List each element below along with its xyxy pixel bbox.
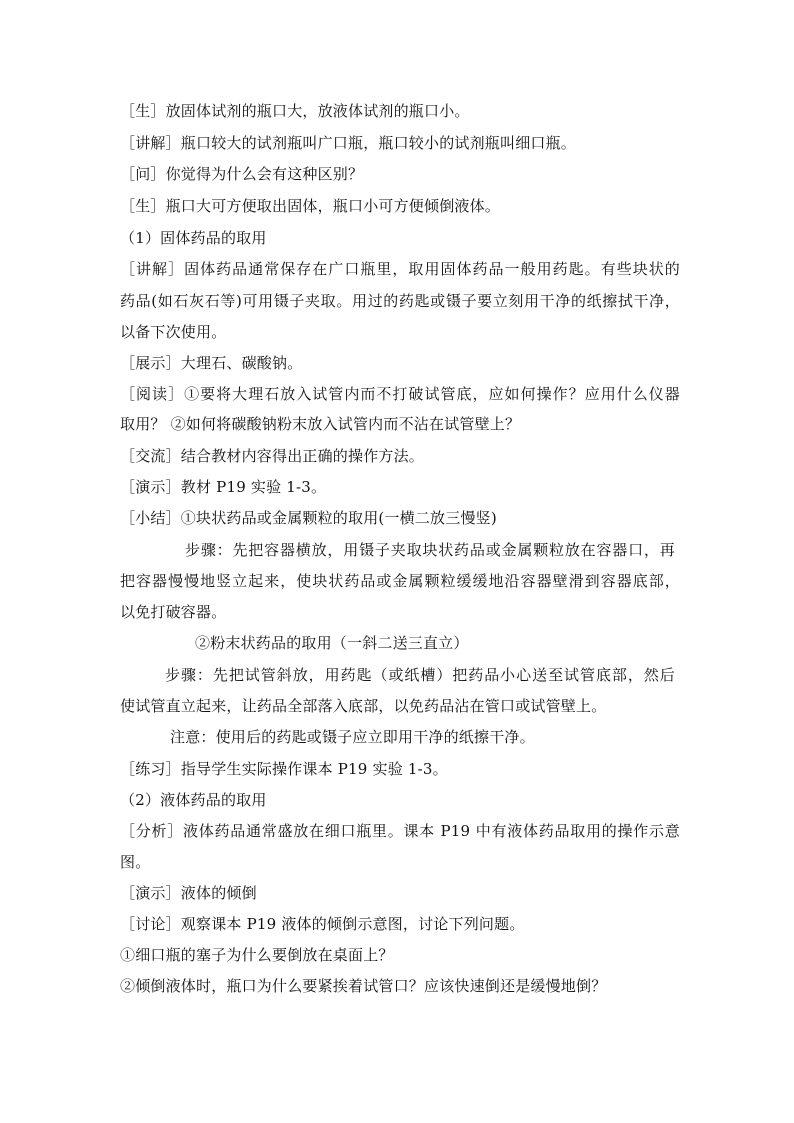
text-line: ②倾倒液体时，瓶口为什么要紧挨着试管口？应该快速倒还是缓慢地倒？ bbox=[120, 977, 607, 995]
text-line: 使试管直立起来，让药品全部落入底部，以免药品沾在管口或试管壁上。 bbox=[120, 697, 607, 715]
text-line: ［小结］①块状药品或金属颗粒的取用(一横二放三慢竖) bbox=[120, 509, 497, 527]
section-heading: （2）液体药品的取用 bbox=[120, 791, 267, 809]
section-heading: （1）固体药品的取用 bbox=[120, 229, 267, 247]
text-line: 注意：使用后的药匙或镊子应立即用干净的纸擦干净。 bbox=[170, 728, 535, 746]
text-line: ［讨论］观察课本 P19 液体的倾倒示意图，讨论下列问题。 bbox=[120, 915, 525, 933]
text-line: ［交流］结合教材内容得出正确的操作方法。 bbox=[120, 447, 425, 465]
text-line: 步骤：先把试管斜放，用药匙（或纸槽）把药品小心送至试管底部，然后 bbox=[165, 666, 675, 684]
text-line: 药品(如石灰石等)可用镊子夹取。用过的药匙或镊子要立刻用干净的纸擦拭干净， bbox=[120, 292, 680, 310]
text-line: ［生］放固体试剂的瓶口大，放液体试剂的瓶口小。 bbox=[120, 102, 470, 120]
text-line: 步骤：先把容器横放，用镊子夹取块状药品或金属颗粒放在容器口，再 bbox=[185, 541, 675, 559]
text-line: 图。 bbox=[120, 853, 151, 871]
text-line: ［展示］大理石、碳酸钠。 bbox=[120, 354, 303, 372]
text-line: ［练习］指导学生实际操作课本 P19 实验 1-3。 bbox=[120, 760, 448, 778]
text-line: 以免打破容器。 bbox=[120, 603, 227, 621]
text-line: ［讲解］瓶口较大的试剂瓶叫广口瓶，瓶口较小的试剂瓶叫细口瓶。 bbox=[120, 134, 577, 152]
text-line: ①细口瓶的塞子为什么要倒放在桌面上？ bbox=[120, 946, 394, 964]
text-line: ［演示］液体的倾倒 bbox=[120, 884, 257, 902]
text-line: 以备下次使用。 bbox=[120, 323, 227, 341]
text-line: 取用？ ②如何将碳酸钠粉末放入试管内而不沾在试管壁上？ bbox=[120, 415, 521, 433]
text-line: ［问］你觉得为什么会有这种区别？ bbox=[120, 165, 364, 183]
text-line: ［演示］教材 P19 实验 1-3。 bbox=[120, 478, 327, 496]
text-line: ［阅读］①要将大理石放入试管内而不打破试管底，应如何操作？应用什么仪器 bbox=[120, 385, 680, 403]
text-line: 把容器慢慢地竖立起来，使块状药品或金属颗粒缓缓地沿容器壁滑到容器底部， bbox=[120, 572, 680, 590]
text-line: ［分析］液体药品通常盛放在细口瓶里。课本 P19 中有液体药品取用的操作示意 bbox=[120, 822, 680, 840]
text-line: ②粉末状药品的取用（一斜二送三直立） bbox=[195, 634, 469, 652]
text-line: ［生］瓶口大可方便取出固体，瓶口小可方便倾倒液体。 bbox=[120, 197, 501, 215]
text-line: ［讲解］固体药品通常保存在广口瓶里，取用固体药品一般用药匙。有些块状的 bbox=[120, 260, 680, 278]
